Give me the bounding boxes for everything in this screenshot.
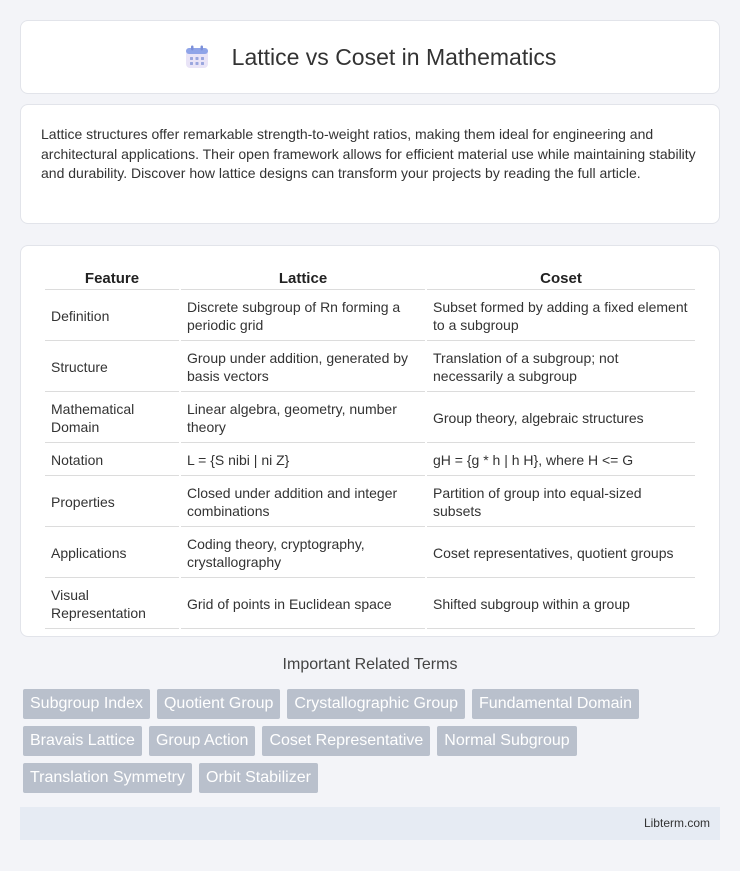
comparison-card (20, 245, 720, 637)
page-title: Lattice vs Coset in Mathematics (231, 43, 557, 70)
footer (20, 807, 720, 840)
feature-cell: Applications (45, 528, 179, 578)
column-header-coset: Coset (427, 267, 695, 290)
table-row (45, 528, 695, 578)
coset-cell: Shifted subgroup within a group (427, 579, 695, 629)
coset-cell: gH = {g * h | h H}, where H <= G (427, 444, 695, 476)
term-tag[interactable]: Orbit Stabilizer (199, 763, 318, 793)
lattice-cell: Coding theory, cryptography, crystallography (181, 528, 425, 578)
lattice-cell: Linear algebra, geometry, number theory (181, 393, 425, 443)
table-row (45, 291, 695, 341)
lattice-cell: Grid of points in Euclidean space (181, 579, 425, 629)
lattice-cell: Discrete subgroup of Rn forming a periodic grid (181, 291, 425, 341)
table-row (45, 342, 695, 392)
column-header-lattice: Lattice (181, 267, 425, 290)
term-tag[interactable]: Crystallographic Group (287, 689, 465, 719)
header-card (20, 20, 720, 94)
coset-cell: Group theory, algebraic structures (427, 393, 695, 443)
term-tag[interactable]: Normal Subgroup (437, 726, 576, 756)
feature-cell: Visual Representation (45, 579, 179, 629)
term-tag[interactable]: Fundamental Domain (472, 689, 639, 719)
lattice-cell: L = {S nibi | ni Z} (181, 444, 425, 476)
term-tag[interactable]: Translation Symmetry (23, 763, 192, 793)
column-header-feature: Feature (45, 267, 179, 290)
intro-card (20, 104, 720, 224)
feature-cell: Notation (45, 444, 179, 476)
calendar-icon (184, 44, 210, 70)
feature-cell: Mathematical Domain (45, 393, 179, 443)
table-row (45, 444, 695, 476)
term-tag[interactable]: Coset Representative (262, 726, 430, 756)
term-tag[interactable]: Group Action (149, 726, 256, 756)
table-row (45, 579, 695, 629)
table-row (45, 477, 695, 527)
footer-site-link[interactable]: Libterm.com (643, 816, 710, 830)
term-tag[interactable]: Bravais Lattice (23, 726, 142, 756)
related-terms-title: Important Related Terms (282, 656, 458, 673)
coset-cell: Partition of group into equal-sized subsets (427, 477, 695, 527)
lattice-cell: Closed under addition and integer combinations (181, 477, 425, 527)
lattice-cell: Group under addition, generated by basis vectors (181, 342, 425, 392)
term-tag[interactable]: Subgroup Index (23, 689, 150, 719)
coset-cell: Subset formed by adding a fixed element to a subgroup (427, 291, 695, 341)
coset-cell: Translation of a subgroup; not necessarily a subgroup (427, 342, 695, 392)
coset-cell: Coset representatives, quotient groups (427, 528, 695, 578)
related-terms-list (23, 689, 723, 800)
intro-text: Lattice structures offer remarkable strength-to-weight ratios, making them ideal for engineering and architectural applications. Their open framework allows for efficient material use while maintaining stability and durability. Discover how lattice designs can transform your projects by reading the full article. (41, 126, 696, 181)
term-tag[interactable]: Quotient Group (157, 689, 280, 719)
feature-cell: Properties (45, 477, 179, 527)
table-header-row (45, 267, 695, 290)
feature-cell: Definition (45, 291, 179, 341)
feature-cell: Structure (45, 342, 179, 392)
table-row (45, 393, 695, 443)
comparison-table (43, 266, 697, 630)
